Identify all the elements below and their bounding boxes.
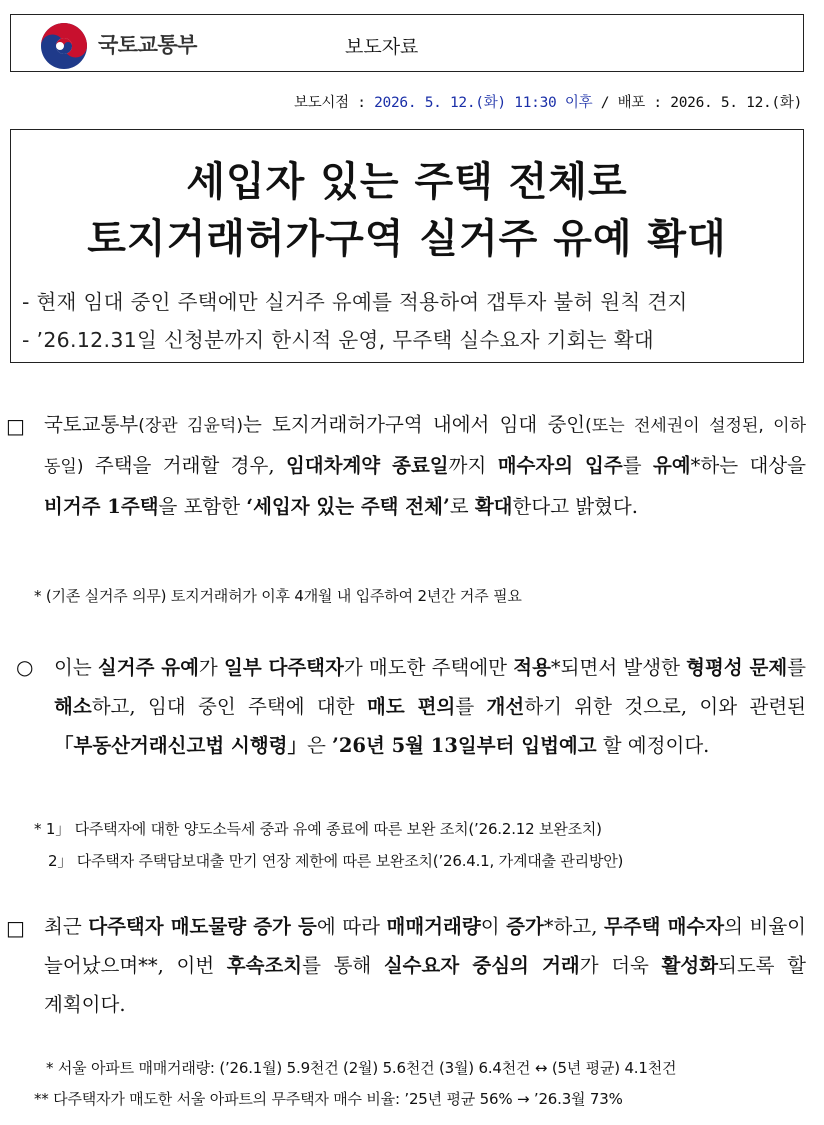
footnote-1: * (기존 실거주 의무) 토지거래허가 이후 4개월 내 입주하여 2년간 거주 필요	[34, 587, 522, 605]
footnote-2: * 1」 다주택자에 대한 양도소득세 중과 유예 종료에 따른 보완 조치(’26.2.12 보완조치)	[34, 820, 602, 838]
paragraph-3-text: 최근 다주택자 매도물량 증가 등에 따라 매매거래량이 증가*하고, 무주택 매수자의 비율이 늘어났으며**, 이번 후속조치를 통해 실수요자 중심의 거래가 더욱 활성화되도록 할 계획이다.	[44, 915, 807, 1016]
distribution-date: / 배포 : 2026. 5. 12.(화)	[592, 95, 802, 111]
subtitle-2: - ’26.12.31일 신청분까지 한시적 운영, 무주택 실수요자 기회는 확대	[22, 328, 654, 352]
release-time: 2026. 5. 12.(화) 11:30 이후	[374, 95, 593, 111]
circle-bullet: ○	[16, 655, 34, 679]
paragraph-2-text: 이는 실거주 유예가 일부 다주택자가 매도한 주택에만 적용*되면서 발생한 형평성 문제를 해소하고, 임대 중인 주택에 대한 매도 편의를 개선하기 위한 것으로, 이와 관련된 「부동산거래신고법 시행령」은 ’26년 5월 13일부터 입법예고 할 예정이다.	[54, 656, 807, 757]
document-type: 보도자료	[345, 36, 419, 58]
paragraph-1-text: 국토교통부(장관 김윤덕)는 토지거래허가구역 내에서 임대 중인(또는 전세권이 설정된, 이하 동일) 주택을 거래할 경우, 임대차계약 종료일까지 매수자의 입주를 유예*하는 대상을 비거주 1주택을 포함한 ‘세입자 있는 주택 전체’로 확대한다고 밝혔다.	[44, 413, 807, 518]
release-info	[294, 91, 802, 112]
subtitle-1: - 현재 임대 중인 주택에만 실거주 유예를 적용하여 갭투자 불허 원칙 견지	[22, 290, 688, 314]
paragraph-3	[6, 907, 806, 1024]
footnote-5: ** 다주택자가 매도한 서울 아파트의 무주택자 매수 비율: ’25년 평균 56% → ’26.3월 73%	[34, 1090, 623, 1108]
headline-line-2: 토지거래허가구역 실거주 유예 확대	[87, 216, 727, 262]
footnote-4: * 서울 아파트 매매거래량: (’26.1월) 5.9천건 (2월) 5.6천건 (3월) 6.4천건 ↔ (5년 평균) 4.1천건	[46, 1059, 677, 1077]
checkbox-bullet: □	[6, 414, 25, 438]
footnote-3: 2」 다주택자 주택담보대출 만기 연장 제한에 따른 보완조치(’26.4.1, 가계대출 관리방안)	[48, 852, 624, 870]
headline-line-1: 세입자 있는 주택 전체로	[186, 159, 628, 205]
paragraph-1	[6, 405, 806, 526]
paragraph-2	[16, 648, 806, 765]
taegeuk-logo-icon	[40, 22, 88, 70]
release-label: 보도시점 :	[294, 95, 375, 111]
checkbox-bullet: □	[6, 916, 25, 940]
ministry-name: 국토교통부	[98, 33, 197, 57]
